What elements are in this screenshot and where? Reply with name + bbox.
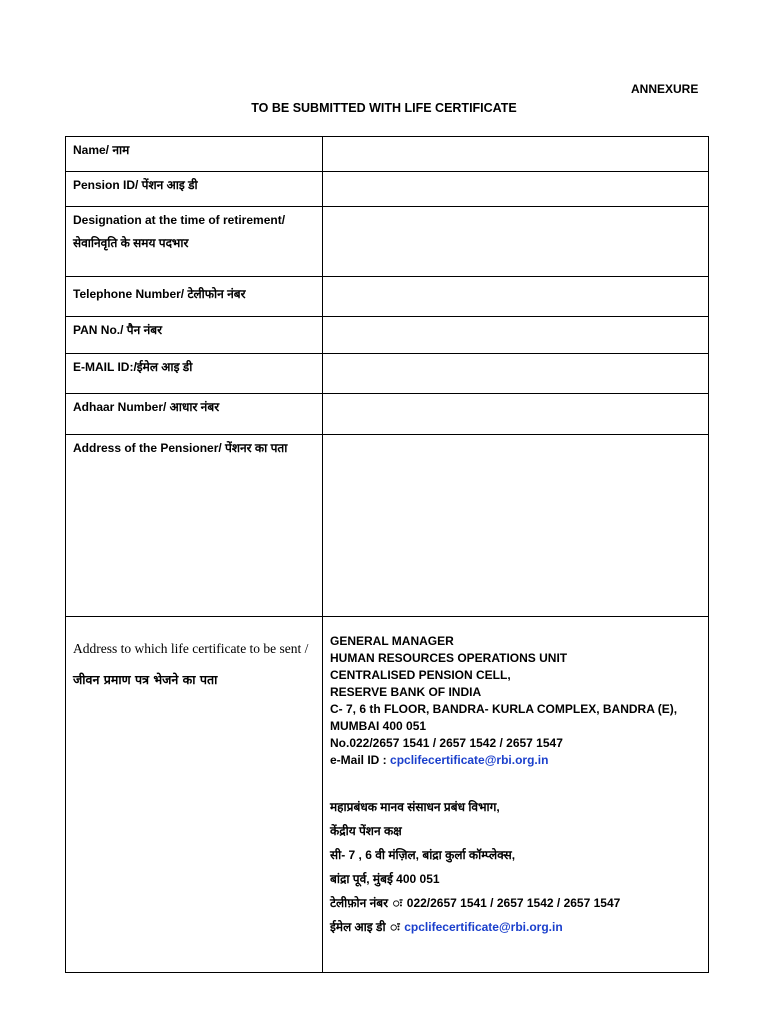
send-address-label-en: Address to which life certificate to be sent / [73,641,309,656]
hindi-address-line: सी- 7 , 6 वी मंज़िल, बांद्रा कुर्ला कॉम्प्लेक्स, [330,848,516,862]
address-line: MUMBAI 400 051 [330,719,427,733]
name-row [66,137,709,172]
hindi-email-separator: ः [390,920,400,934]
rbi-address [323,617,708,939]
document-title: TO BE SUBMITTED WITH LIFE CERTIFICATE [251,101,517,115]
pension-id-row [66,172,709,207]
name-label-cell [66,137,323,172]
designation-label-cell [66,207,323,277]
hindi-phone-label: टेलीफ़ोन नंबर [330,896,389,910]
hindi-address-line: केंद्रीय पेंशन कक्ष [330,824,402,838]
email-label-cell [66,354,323,394]
pan-label: PAN No./ पैन नंबर [73,323,163,337]
address-line: GENERAL MANAGER [330,634,454,648]
rbi-address-hindi [330,795,702,939]
hindi-email-label: ईमेल आइ डी [330,920,386,934]
address-line: CENTRALISED PENSION CELL, [330,668,511,682]
address-row [66,435,709,617]
pension-id-label-cell [66,172,323,207]
email-label: E-MAIL ID:/ईमेल आइ डी [73,360,193,374]
address-line: HUMAN RESOURCES OPERATIONS UNIT [330,651,568,665]
pan-label-cell [66,317,323,354]
telephone-label-cell [66,277,323,317]
send-address-label [66,617,322,691]
address-label-cell [66,435,323,617]
email-row [66,354,709,394]
designation-label-en: Designation at the time of retirement/ [73,213,286,227]
telephone-row [66,277,709,317]
pan-value-cell[interactable] [323,317,709,354]
hindi-email-link[interactable]: cpclifecertificate@rbi.org.in [404,920,563,934]
hindi-phone-number: 022/2657 1541 / 2657 1542 / 2657 1547 [406,896,621,910]
pan-row [66,317,709,354]
hindi-phone-separator: ः [392,896,403,910]
address-value-cell[interactable] [323,435,709,617]
adhaar-row [66,394,709,435]
hindi-address-line: महाप्रबंधक मानव संसाधन प्रबंध विभाग, [330,800,500,814]
name-value-cell[interactable] [323,137,709,172]
phone-line: No.022/2657 1541 / 2657 1542 / 2657 1547 [330,736,563,750]
designation-label [66,207,322,252]
pension-id-value-cell[interactable] [323,172,709,207]
adhaar-value-cell[interactable] [323,394,709,435]
hindi-email-line [330,915,702,939]
telephone-label: Telephone Number/ टेलीफोन नंबर [73,287,246,301]
email-link[interactable]: cpclifecertificate@rbi.org.in [390,753,549,767]
adhaar-label: Adhaar Number/ आधार नंबर [73,400,220,414]
designation-value-cell[interactable] [323,207,709,277]
rbi-address-english [330,633,702,769]
designation-row [66,207,709,277]
hindi-address-line: बांद्रा पूर्व, मुंबई 400 051 [330,872,440,886]
pension-id-label: Pension ID/ पेंशन आइ डी [73,178,198,192]
email-line [330,752,702,769]
address-line: RESERVE BANK OF INDIA [330,685,482,699]
name-label: Name/ नाम [73,143,130,157]
send-address-label-cell [66,617,323,973]
email-value-cell[interactable] [323,354,709,394]
life-certificate-form [65,136,709,973]
send-address-value-cell [323,617,709,973]
adhaar-label-cell [66,394,323,435]
annexure-label: ANNEXURE [631,82,699,96]
hindi-phone-line [330,891,702,915]
telephone-value-cell[interactable] [323,277,709,317]
designation-label-hi: सेवानिवृति के समय पदभार [73,236,189,250]
send-address-label-hi: जीवन प्रमाण पत्र भेजने का पता [73,672,218,687]
send-address-row [66,617,709,973]
email-line-label: e-Mail ID : [330,753,387,767]
address-line: C- 7, 6 th FLOOR, BANDRA- KURLA COMPLEX, BANDRA (E), [330,702,678,716]
address-label: Address of the Pensioner/ पेंशनर का पता [73,441,288,455]
